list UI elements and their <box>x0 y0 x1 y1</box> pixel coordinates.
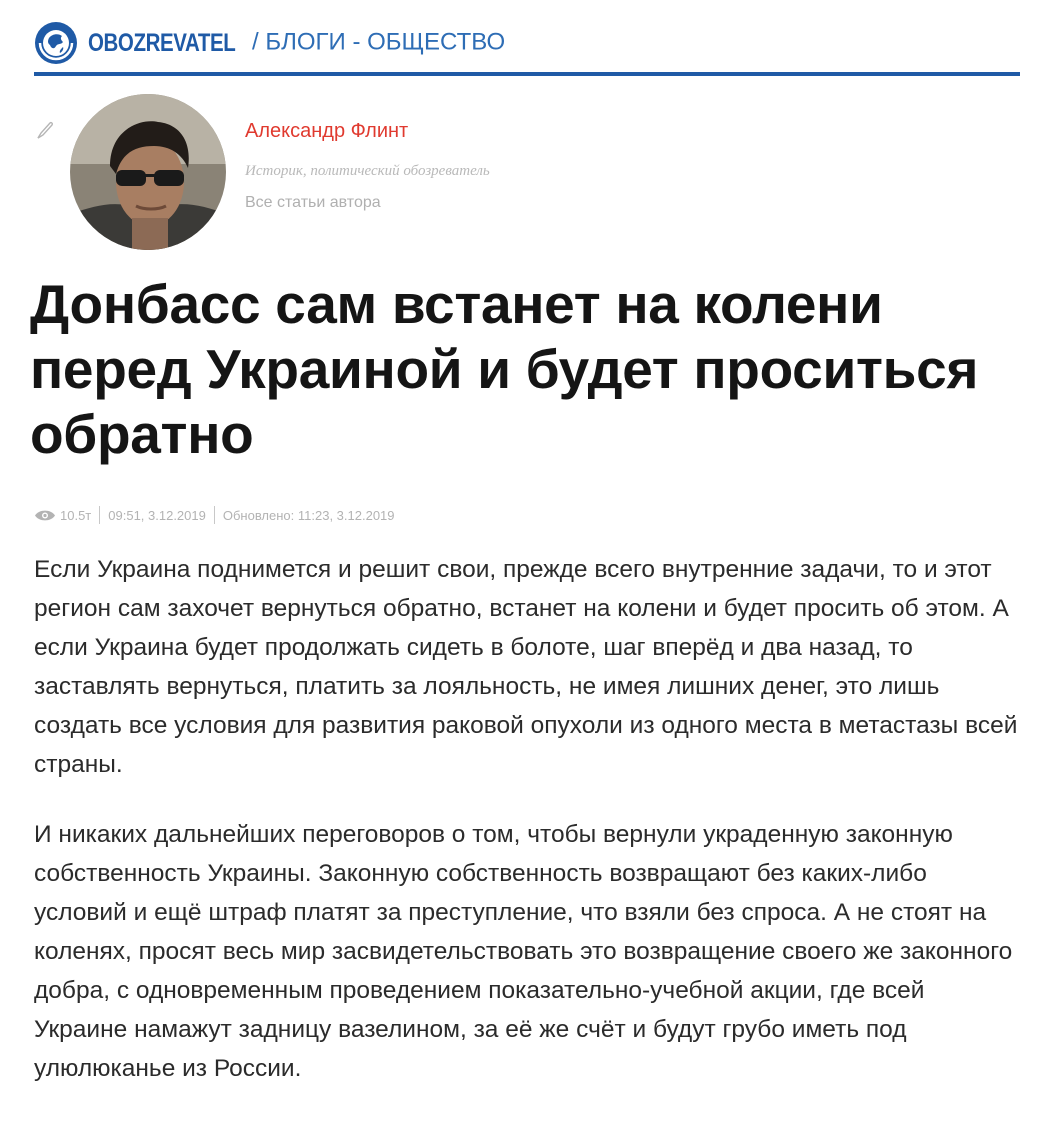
eye-icon <box>34 509 56 522</box>
pen-icon <box>34 120 56 142</box>
globe-logo-icon[interactable] <box>34 21 78 65</box>
breadcrumb-subsection[interactable]: ОБЩЕСТВО <box>367 28 506 56</box>
all-articles-link[interactable]: Все статьи автора <box>245 194 381 211</box>
breadcrumb <box>252 28 505 57</box>
views-count: 10.5т <box>60 507 92 523</box>
header-divider <box>34 72 1020 76</box>
breadcrumb-section[interactable]: БЛОГИ <box>265 28 346 56</box>
site-header <box>34 20 506 66</box>
article-meta <box>34 506 395 524</box>
meta-divider <box>99 506 100 524</box>
article-title: Донбасс сам встанет на колени перед Украиной и будет проситься обратно <box>30 273 979 465</box>
breadcrumb-dash: - <box>352 28 361 56</box>
paragraph-text: И никаких дальнейших переговоров о том, чтобы вернули украденную законную собственность Украины. Законную собственность возвращают без каких-либо условий и ещё штраф платят за преступление, что взяли без спроса. А не стоят на коленях, просят весь мир засвидетельствовать это возвращение своего же законного добра, с одновременным проведением показательно-учебной акции, где всей Украине намажут задницу вазелином, за её же счёт и будут грубо иметь под улюлюканье из России. <box>34 821 1013 1082</box>
author-avatar[interactable] <box>70 94 226 250</box>
updated-time: Обновлено: 11:23, 3.12.2019 <box>222 507 395 523</box>
published-time: 09:51, 3.12.2019 <box>108 507 206 523</box>
paragraph-text: Если Украина поднимется и решит свои, прежде всего внутренние задачи, то и этот регион сам захочет вернуться обратно, встанет на колени и будет просить об этом. А если Украина будет продолжать сидеть в болоте, шаг вперёд и два назад, то заставлять вернуться, платить за лояльность, не имея лишних денег, это лишь создать все условия для развития раковой опухоли из одного места в метастазы всей страны. <box>34 556 1018 778</box>
site-brand-logo[interactable]: OBOZREVATEL <box>88 28 236 57</box>
author-name-link[interactable]: Александр Флинт <box>245 120 409 142</box>
article-paragraph <box>34 815 1024 1088</box>
author-role: Историк, политический обозреватель <box>245 163 490 179</box>
breadcrumb-separator: / <box>252 28 259 56</box>
article-paragraph <box>34 550 1024 784</box>
meta-divider <box>214 506 215 524</box>
